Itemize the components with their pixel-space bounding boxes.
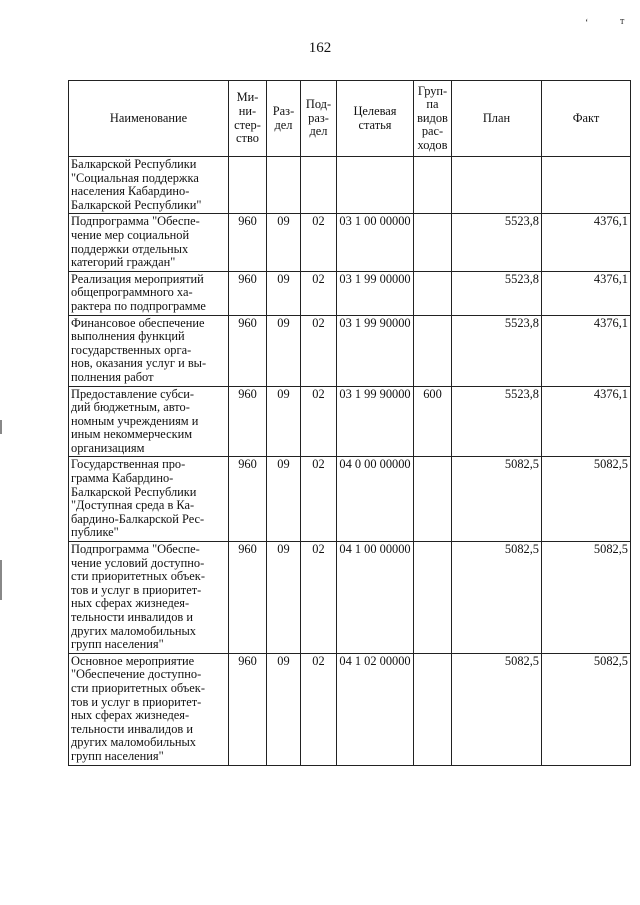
cell-subsection: 02 bbox=[301, 271, 337, 315]
cell-plan: 5082,5 bbox=[452, 457, 542, 542]
cell-plan: 5523,8 bbox=[452, 386, 542, 457]
cell-target-item: 04 1 00 00000 bbox=[337, 542, 414, 654]
cell-plan: 5082,5 bbox=[452, 542, 542, 654]
cell-fact: 4376,1 bbox=[542, 271, 631, 315]
cell-name: Балкарской Республики "Социальная поддержка населения Кабардино- Балкарской Республики" bbox=[69, 157, 229, 214]
cell-name: Предоставление субси- дий бюджетным, авто- номным учреждениям и иным некоммерческим организациям bbox=[69, 386, 229, 457]
cell-fact: 4376,1 bbox=[542, 386, 631, 457]
cell-section: 09 bbox=[267, 457, 301, 542]
header-plan: План bbox=[452, 81, 542, 157]
cell-ministry bbox=[229, 157, 267, 214]
header-ministry: Ми- ни- стер- ство bbox=[229, 81, 267, 157]
cell-plan: 5523,8 bbox=[452, 214, 542, 271]
cell-fact: 4376,1 bbox=[542, 315, 631, 386]
cell-expense-group bbox=[414, 271, 452, 315]
cell-fact: 5082,5 bbox=[542, 653, 631, 765]
cell-expense-group bbox=[414, 315, 452, 386]
cell-section: 09 bbox=[267, 653, 301, 765]
cell-subsection: 02 bbox=[301, 386, 337, 457]
cell-fact bbox=[542, 157, 631, 214]
cell-expense-group bbox=[414, 653, 452, 765]
cell-section: 09 bbox=[267, 386, 301, 457]
cell-subsection: 02 bbox=[301, 653, 337, 765]
cell-name: Реализация мероприятий общепрограммного ха- рактера по подпрограмме bbox=[69, 271, 229, 315]
cell-expense-group bbox=[414, 157, 452, 214]
table-row bbox=[69, 653, 631, 765]
page-number: 162 bbox=[308, 40, 332, 56]
cell-ministry: 960 bbox=[229, 214, 267, 271]
cell-ministry: 960 bbox=[229, 542, 267, 654]
cell-plan: 5523,8 bbox=[452, 271, 542, 315]
scan-mark-1: ‘ bbox=[585, 18, 589, 29]
cell-expense-group bbox=[414, 457, 452, 542]
cell-subsection bbox=[301, 157, 337, 214]
cell-target-item: 04 1 02 00000 bbox=[337, 653, 414, 765]
cell-plan: 5082,5 bbox=[452, 653, 542, 765]
cell-plan bbox=[452, 157, 542, 214]
cell-section: 09 bbox=[267, 214, 301, 271]
cell-name: Основное мероприятие "Обеспечение доступно- сти приоритетных объек- тов и услуг в приоритет- ных сферах жизнедея- тельности инвалидов и других маломобильных групп населения" bbox=[69, 653, 229, 765]
scan-edge-artifact bbox=[0, 420, 2, 434]
cell-target-item: 03 1 99 90000 bbox=[337, 315, 414, 386]
header-name: Наименование bbox=[69, 81, 229, 157]
cell-target-item: 03 1 99 90000 bbox=[337, 386, 414, 457]
header-section: Раз- дел bbox=[267, 81, 301, 157]
scan-mark-2: ᴛ bbox=[620, 16, 625, 27]
table-row bbox=[69, 214, 631, 271]
cell-ministry: 960 bbox=[229, 653, 267, 765]
cell-ministry: 960 bbox=[229, 386, 267, 457]
cell-expense-group bbox=[414, 214, 452, 271]
cell-target-item: 03 1 00 00000 bbox=[337, 214, 414, 271]
cell-fact: 5082,5 bbox=[542, 542, 631, 654]
cell-section: 09 bbox=[267, 315, 301, 386]
cell-section: 09 bbox=[267, 542, 301, 654]
table-row bbox=[69, 315, 631, 386]
cell-subsection: 02 bbox=[301, 542, 337, 654]
cell-subsection: 02 bbox=[301, 214, 337, 271]
cell-ministry: 960 bbox=[229, 271, 267, 315]
cell-section: 09 bbox=[267, 271, 301, 315]
cell-fact: 4376,1 bbox=[542, 214, 631, 271]
header-target-item: Целевая статья bbox=[337, 81, 414, 157]
cell-name: Государственная про- грамма Кабардино- Балкарской Республики "Доступная среда в Ка- бардино-Балкарской Рес- публике" bbox=[69, 457, 229, 542]
cell-subsection: 02 bbox=[301, 315, 337, 386]
table-row bbox=[69, 457, 631, 542]
cell-subsection: 02 bbox=[301, 457, 337, 542]
cell-target-item: 04 0 00 00000 bbox=[337, 457, 414, 542]
table-row bbox=[69, 386, 631, 457]
cell-name: Финансовое обеспечение выполнения функций государственных орга- нов, оказания услуг и вы- полнения работ bbox=[69, 315, 229, 386]
cell-ministry: 960 bbox=[229, 315, 267, 386]
table-row bbox=[69, 157, 631, 214]
cell-name: Подпрограмма "Обеспе- чение мер социальной поддержки отдельных категорий граждан" bbox=[69, 214, 229, 271]
cell-expense-group: 600 bbox=[414, 386, 452, 457]
cell-plan: 5523,8 bbox=[452, 315, 542, 386]
cell-expense-group bbox=[414, 542, 452, 654]
table-body bbox=[69, 157, 631, 766]
cell-name: Подпрограмма "Обеспе- чение условий доступно- сти приоритетных объек- тов и услуг в приоритет- ных сферах жизнедея- тельности инвалидов и других маломобильных групп населения" bbox=[69, 542, 229, 654]
budget-table bbox=[68, 80, 631, 766]
header-expense-group: Груп- па видов рас- ходов bbox=[414, 81, 452, 157]
cell-target-item: 03 1 99 00000 bbox=[337, 271, 414, 315]
table-row bbox=[69, 271, 631, 315]
cell-ministry: 960 bbox=[229, 457, 267, 542]
table-header-row bbox=[69, 81, 631, 157]
cell-section bbox=[267, 157, 301, 214]
table-row bbox=[69, 542, 631, 654]
cell-fact: 5082,5 bbox=[542, 457, 631, 542]
header-subsection: Под- раз- дел bbox=[301, 81, 337, 157]
scan-edge-artifact bbox=[0, 560, 2, 600]
header-fact: Факт bbox=[542, 81, 631, 157]
cell-target-item bbox=[337, 157, 414, 214]
